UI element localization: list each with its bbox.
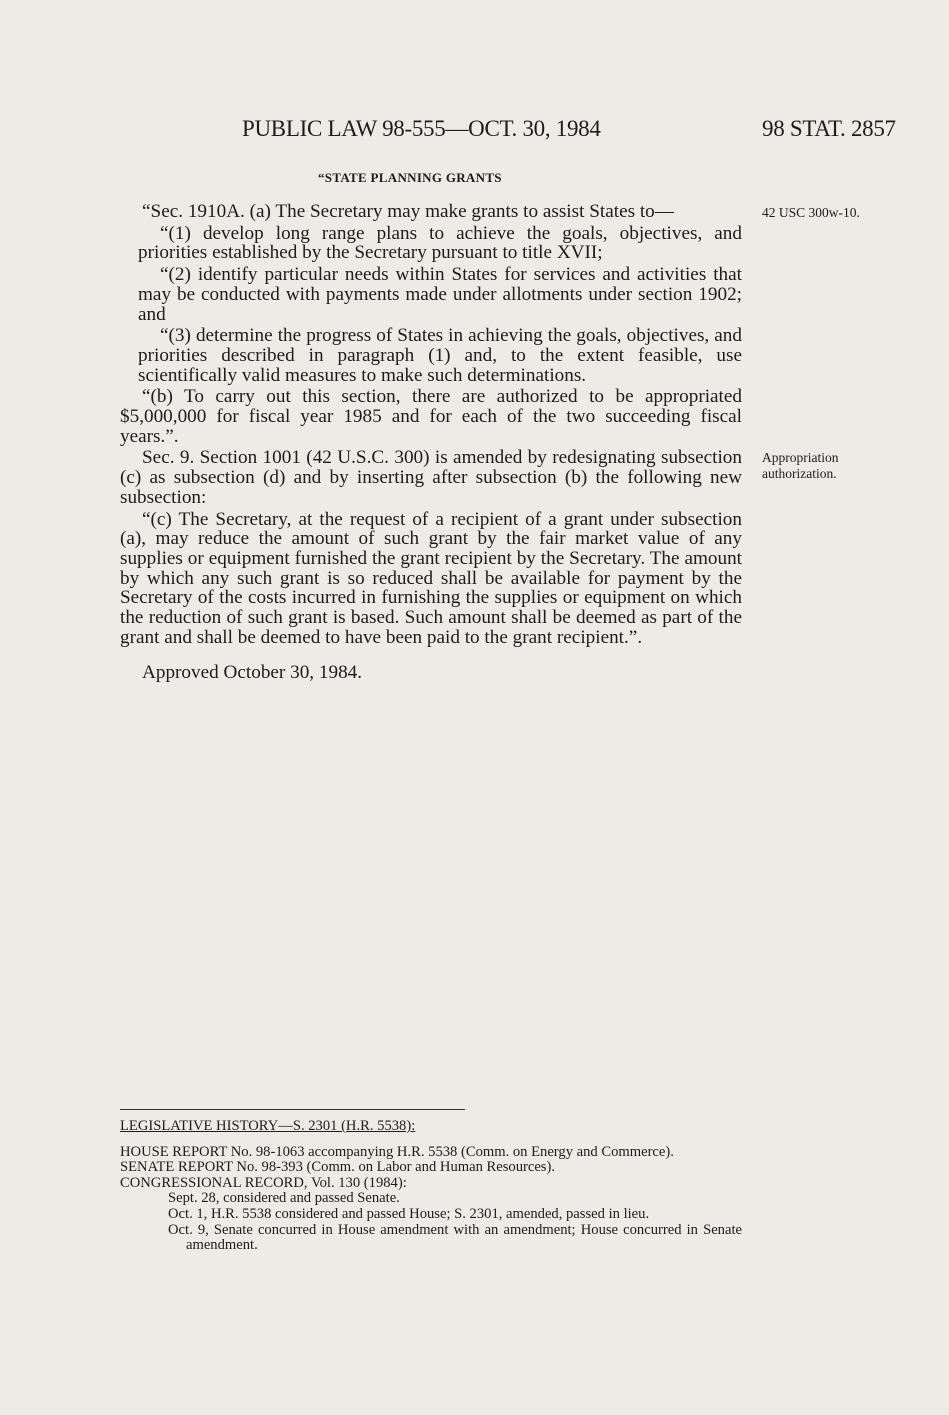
page-header-title: PUBLIC LAW 98-555—OCT. 30, 1984: [242, 116, 601, 141]
margin-note-appropriation: [762, 450, 839, 482]
record-entry: Sept. 28, considered and passed Senate.: [168, 1190, 400, 1207]
record-entry: Oct. 1, H.R. 5538 considered and passed House; S. 2301, amended, passed in lieu.: [168, 1205, 650, 1222]
senate-report: SENATE REPORT No. 98-393 (Comm. on Labor and Human Resources).: [120, 1159, 555, 1176]
margin-note-usc: 42 USC 300w-10.: [762, 205, 860, 220]
approved-date: Approved October 30, 1984.: [142, 662, 363, 684]
item-2: “(2) identify particular needs within States for services and activities that may be conducted with payments made under allotments under section 1902; and: [138, 264, 742, 325]
paragraph-b: “(b) To carry out this section, there are authorized to be appropriated $5,000,000 for fiscal year 1985 and for each of the two succeeding fiscal years.”.: [120, 386, 742, 447]
margin-note-line: Appropriation: [762, 450, 839, 465]
house-report: HOUSE REPORT No. 98-1063 accompanying H.R. 5538 (Comm. on Energy and Commerce).: [120, 1143, 674, 1160]
sec-9-paragraph: Sec. 9. Section 1001 (42 U.S.C. 300) is amended by redesignating subsection (c) as subsection (d) and by inserting after subsection (b) the following new subsection:: [120, 447, 742, 508]
body-text: [120, 202, 742, 685]
item-3: “(3) determine the progress of States in achieving the goals, objectives, and priorities described in paragraph (1) and, to the extent feasible, use scientifically valid measures to make such determinations.: [138, 325, 742, 386]
congressional-record: CONGRESSIONAL RECORD, Vol. 130 (1984):: [120, 1174, 407, 1191]
margin-note-line: authorization.: [762, 466, 837, 481]
section-heading: “STATE PLANNING GRANTS: [318, 170, 502, 185]
legislative-history-title: LEGISLATIVE HISTORY—S. 2301 (H.R. 5538):: [120, 1118, 416, 1134]
sec-1910a-paragraph: “Sec. 1910A. (a) The Secretary may make grants to assist States to—: [142, 201, 674, 222]
item-1: “(1) develop long range plans to achieve the goals, objectives, and priorities established by the Secretary pursuant to title XVII;: [138, 222, 742, 264]
paragraph-c: “(c) The Secretary, at the request of a recipient of a grant under subsection (a), may reduce the amount of such grant by the fair market value of any supplies or equipment furnished the grant recipient by the Secretary. The amount by which any such grant is so reduced shall be available for payment by the Secretary of the costs incurred in furnishing the supplies or equipment on which the reduction of such grant is based. Such amount shall be deemed as part of the grant and shall be deemed to have been paid to the grant recipient.”.: [120, 508, 742, 648]
record-entry: Oct. 9, Senate concurred in House amendment with an amendment; House concurred in Senate amendment.: [168, 1221, 742, 1254]
footnote-divider: [120, 1109, 465, 1110]
legislative-history: [120, 1119, 742, 1254]
page-header-stat: 98 STAT. 2857: [762, 116, 896, 141]
